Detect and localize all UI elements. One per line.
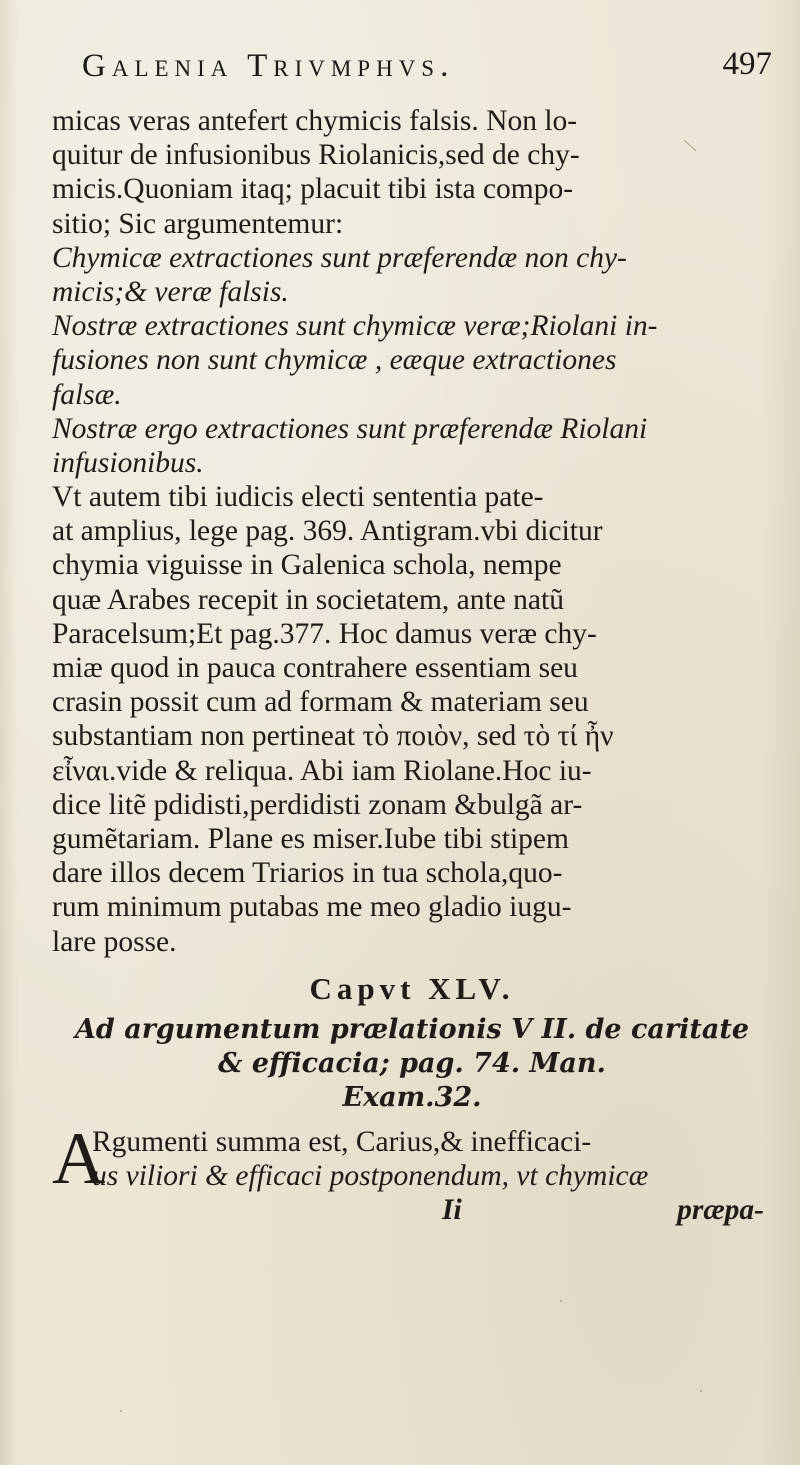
syllogism-line: fusiones non sunt chymicæ , eæque extractiones [52,344,617,377]
syllogism-line: Chymicæ extractiones sunt præferendæ non chy- [52,241,627,274]
text-line: substantiam non pertineat τὸ ποιὸν, sed τὸ τί ἦν [52,720,614,753]
text-line: sitio; Sic argumentemur: [52,207,344,240]
text-line: crasin possit cum ad formam & materiam seu [52,686,589,719]
page-header [52,40,772,104]
text-line: gumẽtariam. Plane es miser.Iube tibi stipem [52,822,569,855]
text-line: micis.Quoniam itaq; placuit tibi ista compo- [52,173,574,206]
text-line: miæ quod in pauca contrahere essentiam seu [52,652,578,684]
paper-speck [700,1390,702,1392]
syllogism-line: Nostræ ergo extractiones sunt præferendæ Riolani [52,412,648,445]
running-head: Galenia Trivmphvs. [82,48,455,84]
paper-speck [560,1300,562,1302]
text-line: quitur de infusionibus Riolanicis,sed de chy- [52,139,580,172]
paper-speck [120,1410,122,1412]
chapter-subtitle-line: Exam.32. [342,1081,482,1113]
text-line: Rgumenti summa est, Carius,& inefficaci- [92,1125,592,1158]
chapter-subtitle-line: & efficacia; pag. 74. Man. [218,1047,606,1079]
footer-line [52,1193,772,1227]
text-line: micas veras antefert chymicis falsis. Non lo- [52,105,578,137]
text-line: us viliori & efficaci postponendum, vt chymicæ [92,1159,649,1192]
page-number: 497 [722,46,772,82]
syllogism-line: infusionibus. [52,446,204,479]
text-line: lare posse. [52,925,177,958]
syllogism-line: micis;& veræ falsis. [52,275,289,308]
chapter-heading: Capvt XLV. [309,970,515,1006]
text-line: rum minimum putabas me meo gladio iugu- [52,891,572,924]
catchword: præpa- [677,1194,764,1227]
text-line: dice litẽ pdidisti,perdidisti zonam &bulgã ar- [52,788,583,821]
chapter-paragraph [52,1117,772,1227]
chapter-subtitle-line: Ad argumentum prælationis V II. de caritate [74,1013,750,1045]
syllogism-line: falsæ. [52,378,122,411]
text-line: εἶναι.vide & reliqua. Abi iam Riolane.Hoc iu- [52,754,592,787]
text-line: quæ Arabes recepit in societatem, ante natũ [52,583,564,616]
page-content [52,40,772,1227]
text-line: at amplius, lege pag. 369. Antigram.vbi dicitur [52,515,603,548]
text-line: Paracelsum;Et pag.377. Hoc damus veræ chy- [52,617,597,650]
chapter-subtitle [52,1013,772,1115]
main-text [52,104,772,959]
signature-mark: Ii [442,1194,462,1227]
drop-cap: A [52,1117,106,1200]
syllogism-line: Nostræ extractiones sunt chymicæ veræ;Riolani in- [52,310,658,343]
text-line: chymia viguisse in Galenica schola, nempe [52,549,562,582]
text-line: dare illos decem Triarios in tua schola,quo- [52,857,563,890]
text-line: Vt autem tibi iudicis electi sententia pate- [52,481,544,514]
